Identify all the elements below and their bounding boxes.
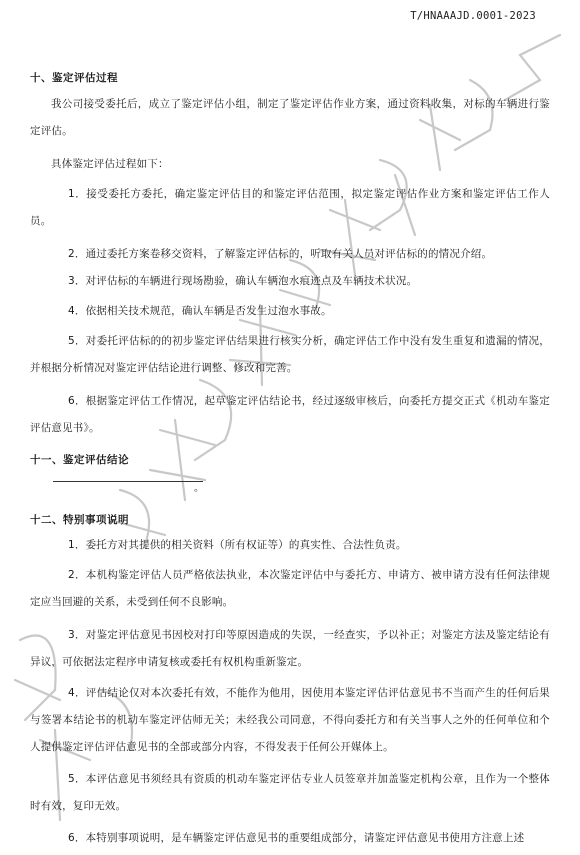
section-10-intro: 我公司接受委托后，成立了鉴定评估小组，制定了鉴定评估作业方案，通过资料收集，对标的车辆进行鉴定评估。 xyxy=(30,98,550,137)
section-10-step-6: 6．根据鉴定评估工作情况，起草鉴定评估结论书，经过逐级审核后，向委托方提交正式《机动车鉴定评估意见书》。 xyxy=(30,395,550,434)
section-10-step-1: 1．接受委托方委托，确定鉴定评估目的和鉴定评估范围，拟定鉴定评估作业方案和鉴定评估工作人员。 xyxy=(30,188,550,227)
section-10-step-5: 5．对委托评估标的的初步鉴定评估结果进行核实分析，确定评估工作中没有发生重复和遗漏的情况，并根据分析情况对鉴定评估结论进行调整、修改和完善。 xyxy=(30,335,550,374)
section-10-step-4: 4．依据相关技术规范，确认车辆是否发生过泡水事故。 xyxy=(68,305,332,317)
section-12-item-1: 1．委托方对其提供的相关资料（所有权证等）的真实性、合法性负责。 xyxy=(68,539,407,551)
section-10-step-3: 3．对评估标的车辆进行现场勘验，确认车辆泡水痕迹点及车辆技术状况。 xyxy=(68,275,418,287)
section-10-steps-intro: 具体鉴定评估过程如下： xyxy=(51,158,169,170)
section-12-item-5: 5．本评估意见书须经具有资质的机动车鉴定评估专业人员签章并加盖鉴定机构公章，且作为一个整体时有效，复印无效。 xyxy=(30,773,550,812)
section-11-heading: 十一、鉴定评估结论 xyxy=(30,454,129,466)
section-10-step-2: 2．通过委托方案卷移交资料，了解鉴定评估标的，听取有关人员对评估标的的情况介绍。 xyxy=(68,248,493,260)
section-12-item-6: 6．本特别事项说明，是车辆鉴定评估意见书的重要组成部分，请鉴定评估意见书使用方注意上述 xyxy=(68,832,525,844)
section-12-item-4: 4．评估结论仅对本次委托有效，不能作为他用，因使用本鉴定评估评估意见书不当而产生的任何后果与签署本结论书的机动车鉴定评估师无关；未经我公司同意，不得向委托方和有关当事人之外的任何单位和个人提供鉴定评估评估意见书的全部或部分内容，不得发表于任何公开媒体上。 xyxy=(30,687,550,753)
document-code: T/HNAAAJD.0001-2023 xyxy=(410,10,536,22)
section-12-item-2: 2．本机构鉴定评估人员严格依法执业，本次鉴定评估中与委托方、申请方、被申请方没有任何法律规定应当回避的关系，未受到任何不良影响。 xyxy=(30,569,550,608)
section-12-heading: 十二、特别事项说明 xyxy=(30,514,129,526)
section-10-heading: 十、鉴定评估过程 xyxy=(30,72,118,84)
conclusion-blank-line xyxy=(53,481,203,482)
conclusion-blank-end: 。 xyxy=(194,483,204,494)
section-12-item-3: 3．对鉴定评估意见书因校对打印等原因造成的失误，一经查实，予以补正；对鉴定方法及鉴定结论有异议，可依据法定程序申请复核或委托有权机构重新鉴定。 xyxy=(30,629,550,668)
